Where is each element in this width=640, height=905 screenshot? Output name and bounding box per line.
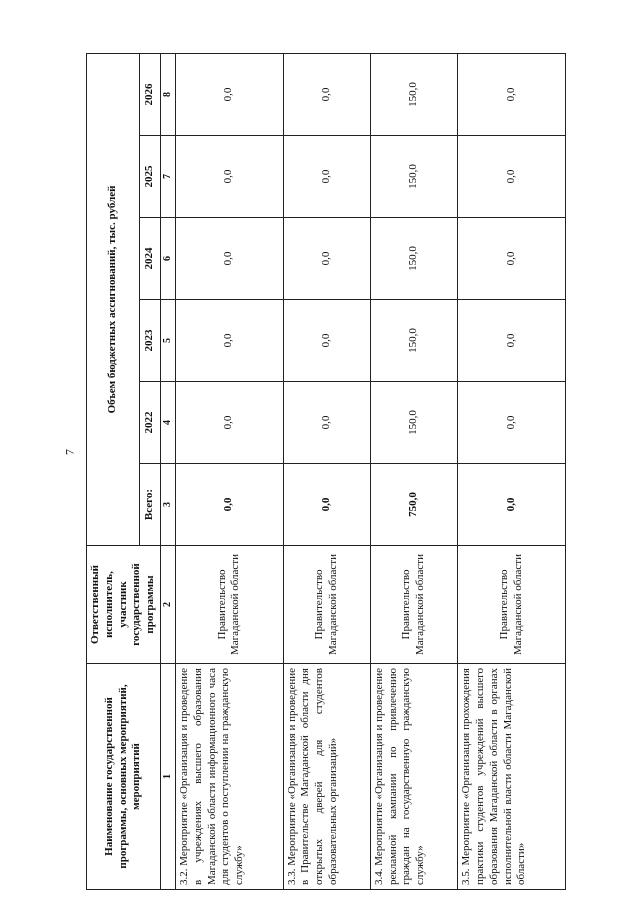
header-year-2023: 2023 xyxy=(140,300,161,382)
table-row xyxy=(176,53,284,889)
header-year-2024: 2024 xyxy=(140,218,161,300)
year-value-cell: 0,0 xyxy=(283,53,370,135)
program-item-name: 3.4. Мероприятие «Организация и проведение рекламной кампании по привлечению граждан на государственную гражданскую службу» xyxy=(370,664,457,890)
executor-cell: Правительство Магаданской области xyxy=(370,546,457,664)
year-value-cell: 0,0 xyxy=(176,382,284,464)
header-year-2025: 2025 xyxy=(140,136,161,218)
header-executor: Ответственный исполнитель, участник государственной программы xyxy=(87,546,161,664)
year-value-cell: 0,0 xyxy=(458,300,566,382)
column-number: 6 xyxy=(161,218,176,300)
year-value-cell: 0,0 xyxy=(283,382,370,464)
total-cell: 0,0 xyxy=(176,464,284,546)
year-value-cell: 0,0 xyxy=(176,53,284,135)
year-value-cell: 150,0 xyxy=(370,53,457,135)
rotated-table-wrapper xyxy=(86,54,566,890)
year-value-cell: 150,0 xyxy=(370,136,457,218)
total-cell: 750,0 xyxy=(370,464,457,546)
year-value-cell: 0,0 xyxy=(283,300,370,382)
year-value-cell: 0,0 xyxy=(176,300,284,382)
header-budget-volume: Объем бюджетных ассигнований, тыс. рублей xyxy=(87,53,140,545)
column-number: 5 xyxy=(161,300,176,382)
year-value-cell: 0,0 xyxy=(283,136,370,218)
year-value-cell: 150,0 xyxy=(370,218,457,300)
budget-table xyxy=(86,53,566,890)
column-number: 4 xyxy=(161,382,176,464)
year-value-cell: 0,0 xyxy=(458,218,566,300)
executor-cell: Правительство Магаданской области xyxy=(176,546,284,664)
total-cell: 0,0 xyxy=(458,464,566,546)
page-number: 7 xyxy=(62,449,77,455)
executor-cell: Правительство Магаданской области xyxy=(458,546,566,664)
program-item-name: 3.3. Мероприятие «Организация и проведение в Правительстве Магаданской области дня открытых дверей для студентов образовательных организаций» xyxy=(283,664,370,890)
header-total: Всего: xyxy=(140,464,161,546)
table-row xyxy=(458,53,566,889)
header-year-2026: 2026 xyxy=(140,53,161,135)
column-number: 2 xyxy=(161,546,176,664)
year-value-cell: 150,0 xyxy=(370,300,457,382)
table-row xyxy=(283,53,370,889)
year-value-cell: 0,0 xyxy=(176,218,284,300)
year-value-cell: 0,0 xyxy=(176,136,284,218)
column-number: 7 xyxy=(161,136,176,218)
table-row xyxy=(370,53,457,889)
header-program-name: Наименование государственной программы, основных мероприятий, мероприятий xyxy=(87,664,161,890)
executor-cell: Правительство Магаданской области xyxy=(283,546,370,664)
header-year-2022: 2022 xyxy=(140,382,161,464)
year-value-cell: 0,0 xyxy=(283,218,370,300)
program-item-name: 3.5. Мероприятие «Организация прохождения практики студентов учреждений высшего образования Магаданской области в органах исполнительной власти области Магаданской области» xyxy=(458,664,566,890)
year-value-cell: 0,0 xyxy=(458,53,566,135)
column-number: 1 xyxy=(161,664,176,890)
year-value-cell: 150,0 xyxy=(370,382,457,464)
year-value-cell: 0,0 xyxy=(458,382,566,464)
column-number: 3 xyxy=(161,464,176,546)
program-item-name: 3.2. Мероприятие «Организация и проведение в учреждениях высшего образования Магаданской области информационного часа для студентов о поступлении на гражданскую службу» xyxy=(176,664,284,890)
year-value-cell: 0,0 xyxy=(458,136,566,218)
column-number: 8 xyxy=(161,53,176,135)
total-cell: 0,0 xyxy=(283,464,370,546)
